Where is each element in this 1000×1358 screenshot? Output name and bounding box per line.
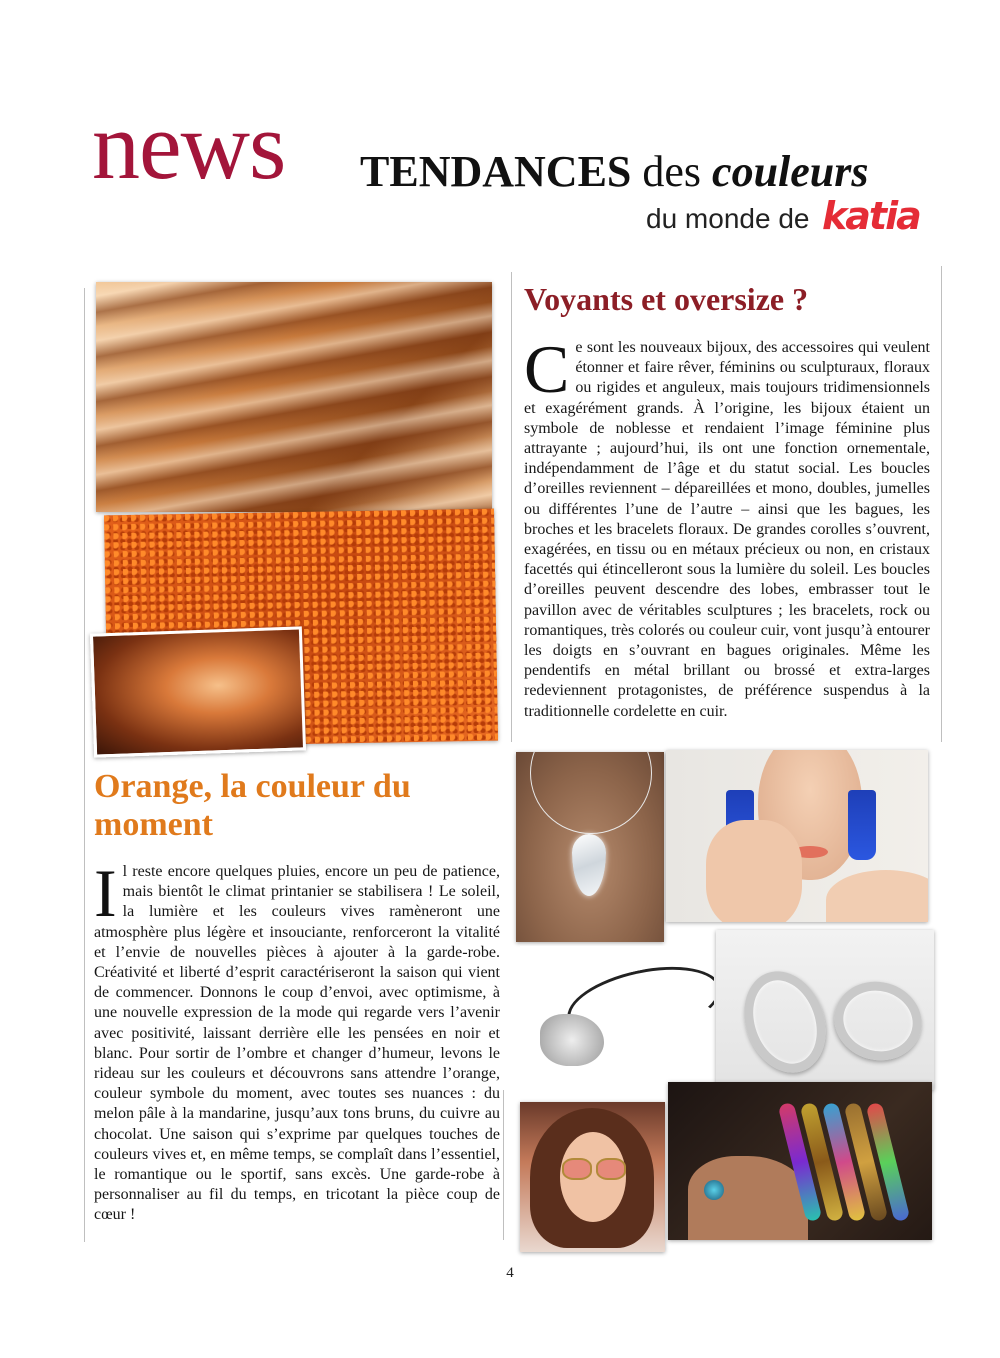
title-des: des [631, 147, 713, 196]
article-body-orange: l reste encore quelques pluies, encore un peu de patience, mais bientôt le climat printanier se stabilisera ! Le soleil, la lumière et les couleurs vives ramèneront une atmosphère plus légère et insouciante, renforceront la vitalité et l’envie de nouvelles pièces à ajouter à la garde-robe. Créativité et liberté d’esprit caractériseront la saison qui vient de commencer. Donnons le coup d’envoi, avec optimisme, à une nouvelle expression de la mode qui regarde vers l’avenir avec positivité, laissant derrière elle les pensées en noir et blanc. Pour sortir de l’ombre et changer d’humeur, levons le rideau sur les couleurs et découvrons sans attendre l’orange, couleur symbole du moment, avec toutes ses nuances : du melon pâle à la mandarine, jusqu’aux tons bruns, du cuivre au chocolat. Une saison qui s’exprime par quelques touches de couleurs vives et, en même temps, se complaît dans l’essentiel, le romantique ou le sportif, sans excès. Une garde-robe à personnaliser au fil du temps, en tricotant la pièce coup de cœur ! [94, 863, 500, 1224]
crystal-pendant-image [516, 752, 664, 942]
drop-cap-i: I [94, 855, 117, 931]
orange-sky-image [90, 626, 306, 757]
orange-waves-image [96, 282, 492, 512]
left-column-rule [84, 288, 85, 1242]
blue-tassel-earrings-model-image [666, 750, 928, 922]
center-column-rule-lower [503, 1090, 504, 1240]
article-body-jewelry: e sont les nouveaux bijoux, des accessoires qui veulent étonner et faire rêver, féminins ou sculpturaux, floraux ou rigides et anguleux, mais toujours tridimensionnels et exagérément grands. À l’origine, les bijoux étaient un symbole de noblesse et rendaient l’image féminine plus attrayante ; aujourd’hui, ils ont une fonction ornementale, indépendamment de l’âge et du statut social. Les boucles d’oreilles reviennent – dépareillées et mono, doubles, jumelles ou différentes l’une de l’autre – ainsi que les bagues, les broches et les bracelets floraux. De grandes corolles s’ouvrent, exagérées, en tissu ou en métaux précieux ou non, en cristaux facettés qui étincelleront sous la lumière du soleil. Les boucles d’oreilles peuvent descendre des lobes, embrasser tout le pavillon avec de véritables sculptures ; les bracelets, rock ou romantiques, très colorés ou couleur cuir, vont jusqu’à entourer les doigts en s’ouvrant en bagues originales. Même les pendentifs en métal brillant ou brossé et extra-larges redeviennent protagonistes, de préférence suspendus à la traditionnelle cordelette en cuir. [524, 339, 930, 720]
right-column-rule [941, 266, 942, 742]
news-title: news [92, 92, 286, 199]
heading-voyants: Voyants et oversize ? [524, 281, 809, 317]
title-couleurs: couleurs [712, 147, 869, 196]
drop-cap-c: C [524, 331, 570, 407]
heading-orange: Orange, la couleur du moment [94, 768, 411, 843]
leaf-pendant-cord-image [520, 946, 714, 1096]
subtitle-du-monde-de: du monde de [646, 203, 810, 234]
silver-twist-earrings-image [716, 930, 934, 1090]
center-column-rule [511, 272, 512, 742]
page-number: 4 [506, 1265, 514, 1281]
title-tendances: TENDANCES [360, 147, 632, 196]
woman-sunglasses-image [520, 1102, 665, 1252]
colorful-bracelets-image [668, 1082, 932, 1240]
article-text-orange [94, 855, 500, 1226]
section-title [360, 148, 869, 196]
katia-logo: katia [822, 194, 920, 238]
article-text-jewelry [524, 331, 930, 722]
